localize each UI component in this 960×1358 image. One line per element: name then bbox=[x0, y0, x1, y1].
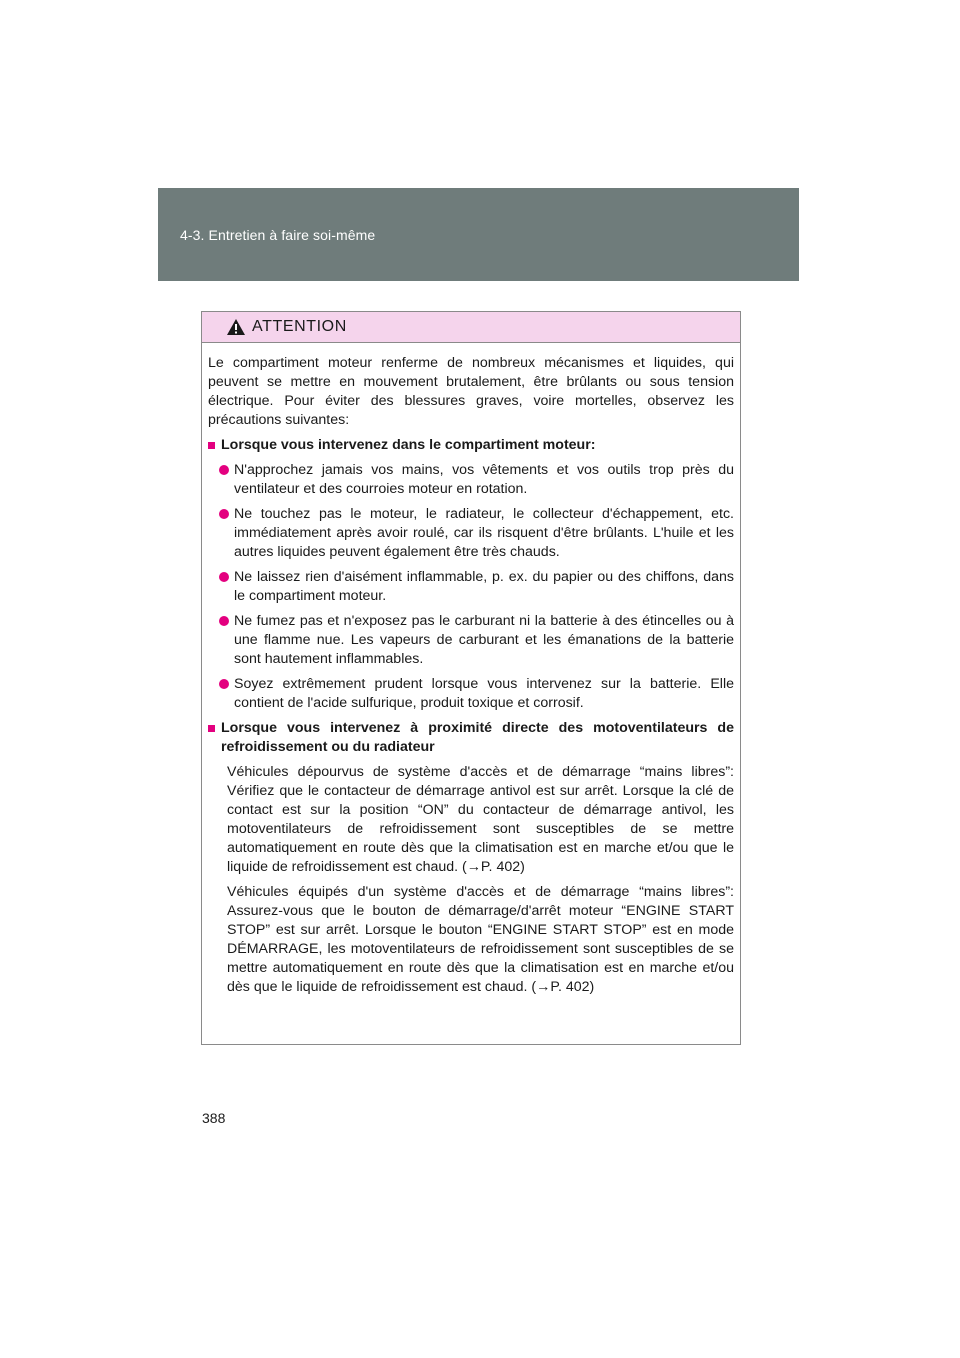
section-heading-text: Lorsque vous intervenez dans le compartiment moteur: bbox=[221, 437, 596, 453]
list-item bbox=[219, 675, 734, 713]
list-item bbox=[219, 568, 734, 606]
warning-body bbox=[202, 343, 740, 997]
warning-header bbox=[202, 312, 740, 343]
section-paragraph: Véhicules équipés d'un système d'accès et de démarrage “mains libres”: Assurez-vous que le bouton de démarrage/d'arrêt moteur “ENGINE START STOP” est sur arrêt. Lorsque le bouton “ENGINE START STOP” est en mode DÉMARRAGE, les motoventilateurs de refroidissement sont susceptibles de se mettre automatiquement en route dès que la climatisation est en marche et/ou dès que le liquide de refroidissement est chaud. (→P. 402) bbox=[227, 884, 734, 995]
list-item-text: Soyez extrêmement prudent lorsque vous intervenez sur la batterie. Elle contient de l'acide sulfurique, produit toxique et corrosif. bbox=[234, 676, 734, 711]
list-item bbox=[219, 505, 734, 562]
round-bullet-icon bbox=[219, 616, 229, 626]
section-heading-text: Lorsque vous intervenez à proximité directe des motoventilateurs de refroidissement ou du radiateur bbox=[221, 720, 734, 755]
warning-box bbox=[201, 311, 741, 1045]
round-bullet-icon bbox=[219, 572, 229, 582]
warning-intro: Le compartiment moteur renferme de nombreux mécanismes et liquides, qui peuvent se mettre en mouvement brutalement, être brûlants ou sous tension électrique. Pour éviter des blessures graves, voire mortelles, observez les précautions suivantes: bbox=[208, 355, 734, 428]
section-title: 4-3. Entretien à faire soi-même bbox=[180, 227, 376, 243]
section-paragraph: Véhicules dépourvus de système d'accès et de démarrage “mains libres”: Vérifiez que le contacteur de démarrage antivol est sur arrêt. Lorsque la clé de contact est sur la position “ON” du contacteur de démarrage antivol, les motoventilateurs de refroidissement sont susceptibles de se mettre automatiquement en route dès que la climatisation est en marche et/ou que le liquide de refroidissement est chaud. (→P. 402) bbox=[227, 764, 734, 875]
list-item-text: Ne laissez rien d'aisément inflammable, p. ex. du papier ou des chiffons, dans le compartiment moteur. bbox=[234, 569, 734, 604]
section-heading bbox=[208, 436, 734, 455]
list-item-text: Ne fumez pas et n'exposez pas le carburant ni la batterie à des étincelles ou à une flamme nue. Les vapeurs de carburant et les émanations de la batterie sont hautement inflammables. bbox=[234, 613, 734, 667]
round-bullet-icon bbox=[219, 465, 229, 475]
square-bullet-icon bbox=[208, 725, 215, 732]
list-item bbox=[219, 612, 734, 669]
list-item-text: Ne touchez pas le moteur, le radiateur, le collecteur d'échappement, etc. immédiatement après avoir roulé, car ils risquent d'être brûlants. L'huile et les autres liquides peuvent également être très chauds. bbox=[234, 506, 734, 560]
round-bullet-icon bbox=[219, 509, 229, 519]
warning-title: ATTENTION bbox=[252, 318, 347, 335]
list-item bbox=[219, 461, 734, 499]
list-item-text: N'approchez jamais vos mains, vos vêtements et vos outils trop près du ventilateur et des courroies moteur en rotation. bbox=[234, 462, 734, 497]
square-bullet-icon bbox=[208, 442, 215, 449]
warning-triangle-icon bbox=[226, 318, 246, 336]
section-heading bbox=[208, 719, 734, 757]
round-bullet-icon bbox=[219, 679, 229, 689]
header-band bbox=[158, 188, 799, 281]
page-number: 388 bbox=[202, 1110, 226, 1126]
